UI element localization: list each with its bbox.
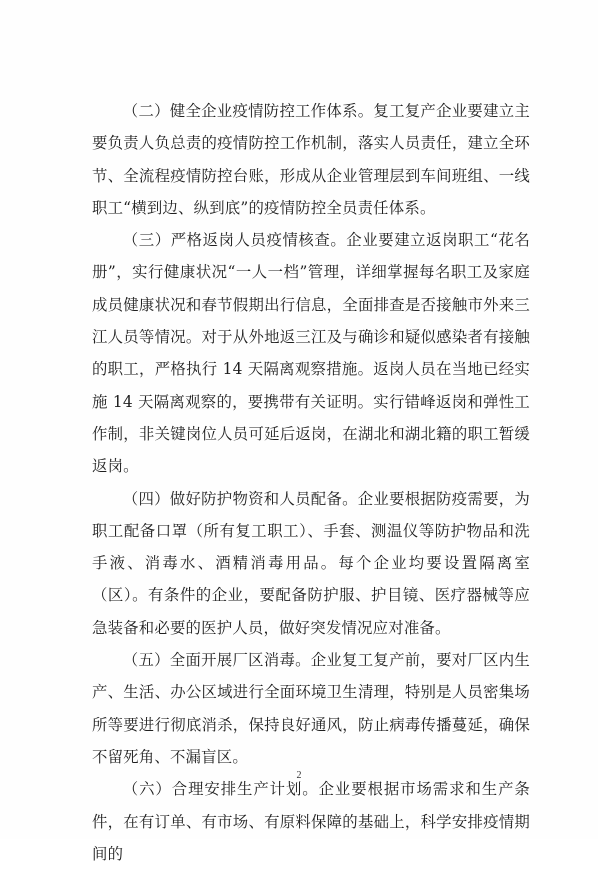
- paragraph-6: （六）合理安排生产计划。企业要根据市场需求和生产条件，在有订单、有市场、有原料保障的基础上，科学安排疫情期间的: [92, 780, 530, 863]
- document-body: [92, 95, 530, 870]
- paragraph-5: （五）全面开展厂区消毒。企业复工复产前，要对厂区内生产、生活、办公区域进行全面环境卫生清理，特别是人员密集场所等要进行彻底消杀，保持良好通风，防止病毒传播蔓延，确保不留死角、不漏盲区。: [92, 651, 530, 766]
- paragraph-4: （四）做好防护物资和人员配备。企业要根据防疫需要，为职工配备口罩（所有复工职工）、手套、测温仪等防护物品和洗手液、消毒水、酒精消毒用品。每个企业均要设置隔离室（区）。有条件的企业，要配备防护服、护目镜、医疗器械等应急装备和必要的医护人员，做好突发情况应对准备。: [92, 489, 530, 637]
- paragraph-2: （二）健全企业疫情防控工作体系。复工复产企业要建立主要负责人负总责的疫情防控工作机制，落实人员责任，建立全环节、全流程疫情防控台账，形成从企业管理层到车间班组、一线职工“横到边、纵到底”的疫情防控全员责任体系。: [92, 102, 530, 217]
- paragraph-3: （三）严格返岗人员疫情核查。企业要建立返岗职工“花名册”，实行健康状况“一人一档”管理，详细掌握每名职工及家庭成员健康状况和春节假期出行信息，全面排查是否接触市外来三江人员等情况。对于从外地返三江及与确诊和疑似感染者有接触的职工，严格执行 14 天隔离观察措施。返岗人员在当地已经实施 14 天隔离观察的，要携带有关证明。实行错峰返岗和弹性工作制，非关键岗位人员可延后返岗，在湖北和湖北籍的职工暂缓返岗。: [92, 231, 530, 476]
- page-number: 2: [296, 770, 302, 781]
